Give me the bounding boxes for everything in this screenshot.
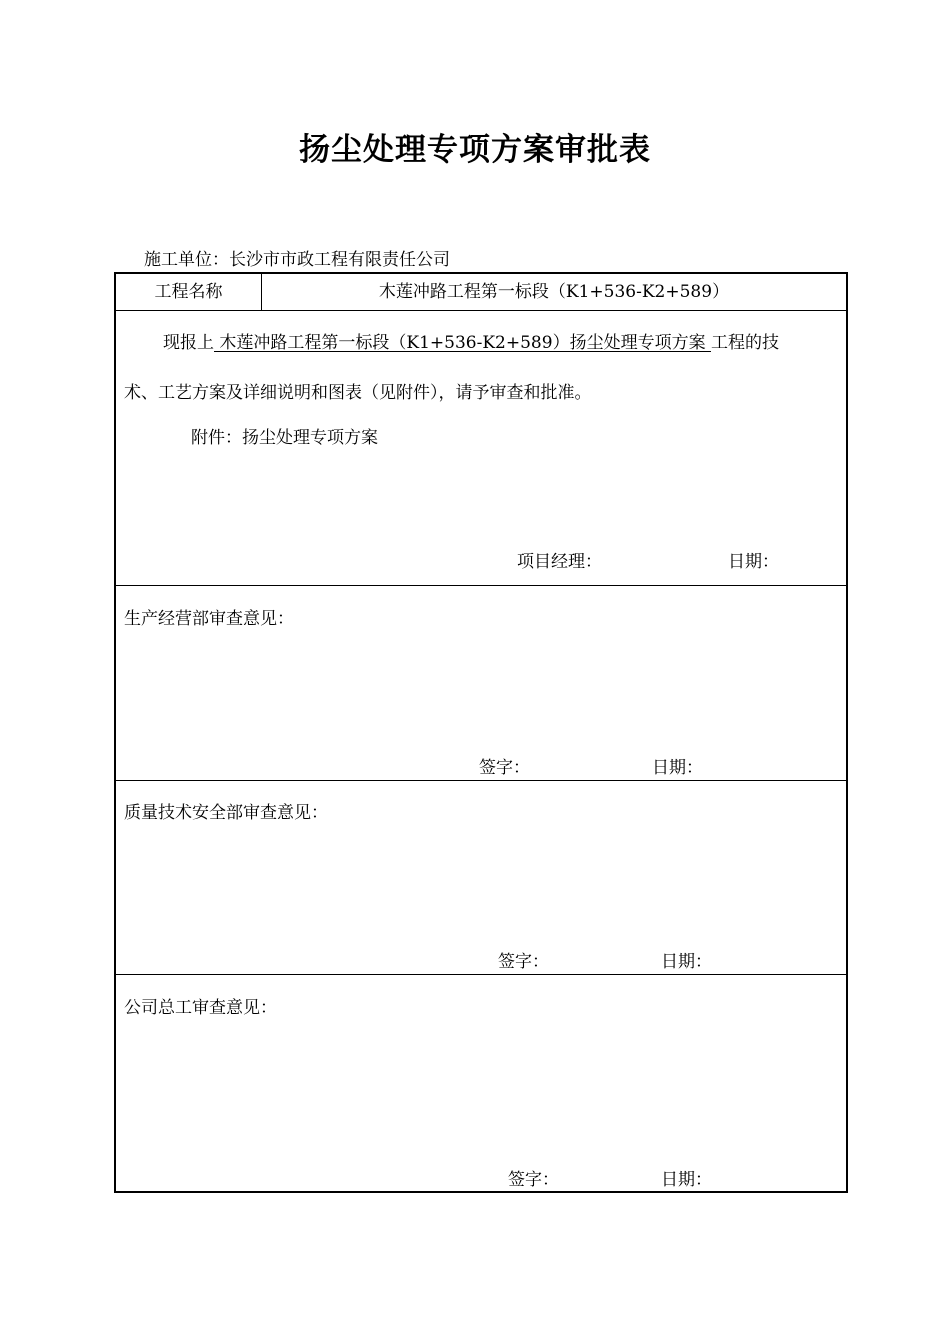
submission-prefix: 现报上 (163, 333, 214, 353)
review-section-quality (116, 781, 846, 975)
submission-date-label: 日期： (728, 552, 779, 572)
review-section-chief-engineer (116, 975, 846, 1191)
submission-section (116, 311, 846, 586)
project-name-value: 木莲冲路工程第一标段（K1+536-K2+589） (378, 282, 730, 302)
date-label: 日期： (661, 952, 712, 972)
review-title: 生产经营部审查意见： (124, 609, 294, 629)
signature-label: 签字： (498, 952, 549, 972)
construction-unit: 施工单位：长沙市市政工程有限责任公司 (144, 250, 450, 270)
attachment-note: 附件：扬尘处理专项方案 (191, 428, 378, 448)
project-manager-label: 项目经理： (517, 552, 602, 572)
approval-form (114, 272, 848, 1193)
date-label: 日期： (652, 758, 703, 778)
signature-label: 签字： (479, 758, 530, 778)
review-title: 公司总工审查意见： (124, 998, 277, 1018)
submission-line-2: 术、工艺方案及详细说明和图表（见附件），请予审查和批准。 (124, 383, 592, 403)
submission-suffix: 工程的技 (710, 333, 779, 353)
project-name-label: 工程名称 (116, 274, 262, 310)
review-section-production (116, 586, 846, 781)
date-label: 日期： (661, 1170, 712, 1190)
project-name-row (116, 274, 846, 311)
signature-label: 签字： (508, 1170, 559, 1190)
document-title: 扬尘处理专项方案审批表 (299, 132, 651, 168)
review-title: 质量技术安全部审查意见： (124, 803, 328, 823)
submission-subject: 木莲冲路工程第一标段（K1+536-K2+589）扬尘处理专项方案 (214, 333, 711, 353)
submission-line-1 (163, 331, 779, 355)
